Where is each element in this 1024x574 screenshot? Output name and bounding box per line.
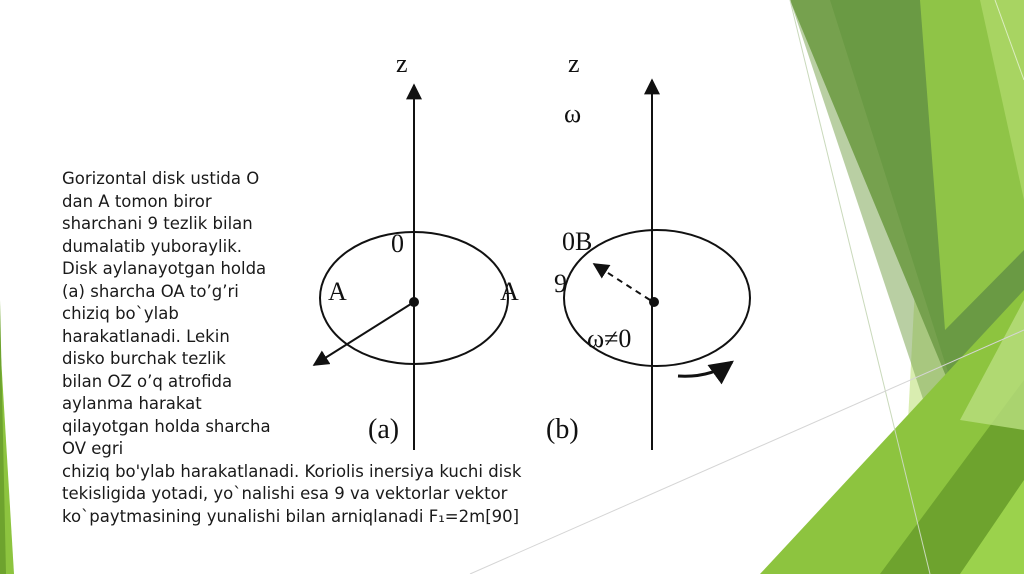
top-label-b: 0B bbox=[562, 227, 593, 256]
left-label-a: A bbox=[328, 277, 347, 306]
left-label-b: 9 bbox=[554, 269, 567, 298]
text-line: dumalatib yuboraylik. bbox=[62, 236, 243, 256]
text-line: chiziq bo'ylab harakatlanadi. Koriolis inersiya kuchi disk bbox=[62, 461, 522, 481]
center-dot-b bbox=[649, 297, 659, 307]
text-line: aylanma harakat bbox=[62, 394, 202, 413]
text-line: (a) sharcha OA to’g’ri bbox=[62, 281, 239, 301]
text-line: ko`paytmasining yunalishi bilan arniqlanadi F₁=2m[90] bbox=[62, 506, 520, 526]
text-line: tekisligida yotadi, yo`nalishi esa 9 va vektorlar vektor bbox=[62, 484, 508, 503]
omega-ne-label-b: ω≠0 bbox=[587, 324, 632, 353]
omega-label-b: ω bbox=[564, 99, 582, 128]
text-line: OV egri bbox=[62, 439, 124, 458]
dashed-velocity-arrow-b bbox=[594, 264, 650, 300]
text-line: qilayotgan holda sharcha bbox=[62, 416, 271, 436]
text-line: disko burchak tezlik bbox=[62, 349, 226, 368]
text-line: bilan OZ o’q atrofida bbox=[62, 371, 233, 391]
axis-label-a: z bbox=[396, 49, 408, 78]
axis-label-b: z bbox=[568, 49, 580, 78]
rotation-arrow-b bbox=[678, 362, 732, 376]
text-line: Gorizontal disk ustida O bbox=[62, 169, 260, 188]
text-line: dan A tomon biror bbox=[62, 191, 212, 211]
caption-b: (b) bbox=[546, 414, 579, 445]
right-label-a: A bbox=[500, 277, 519, 306]
center-label-a: 0 bbox=[391, 229, 404, 258]
text-line: chiziq bo`ylab bbox=[62, 304, 179, 323]
caption-a: (a) bbox=[368, 414, 400, 445]
text-line: sharchani 9 tezlik bilan bbox=[62, 214, 253, 233]
text-line: Disk aylanayotgan holda bbox=[62, 259, 267, 278]
body-text bbox=[62, 168, 521, 528]
text-line: harakatlanadi. Lekin bbox=[62, 326, 230, 346]
figure-b bbox=[546, 49, 750, 450]
